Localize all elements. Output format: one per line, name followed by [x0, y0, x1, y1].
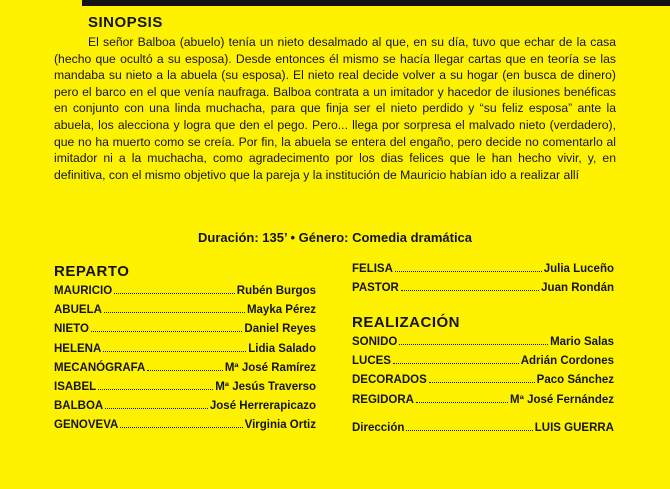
credit-role: FELISA — [352, 263, 393, 275]
dot-leader — [114, 284, 235, 294]
credit-row — [54, 284, 316, 303]
realizacion-title: REALIZACIÓN — [352, 314, 460, 331]
credit-name: Rubén Burgos — [236, 285, 316, 297]
credit-row — [352, 421, 614, 440]
synopsis-title: SINOPSIS — [88, 14, 163, 31]
top-black-bar — [82, 0, 670, 6]
credit-row — [54, 342, 316, 361]
credit-row — [352, 354, 614, 373]
credit-role: BALBOA — [54, 400, 104, 413]
credit-role: LUCES — [352, 355, 391, 368]
dot-leader — [98, 380, 213, 390]
dot-leader — [120, 418, 242, 428]
duration-genre-line: Duración: 135’ • Género: Comedia dramática — [197, 230, 473, 245]
reparto-list — [54, 284, 316, 438]
credit-name: Mª Jesús Traverso — [215, 380, 316, 393]
dot-leader — [406, 421, 532, 431]
credit-name: Mª José Fernández — [510, 393, 614, 406]
synopsis-paragraph: El señor Balboa (abuelo) tenía un nieto desalmado al que, en su día, tuvo que echar de la casa (hecho que ocultó a su esposa). Desde entonces él mismo se hacía llegar cartas que en teoría se las mandaba su nieto a la abuela (su esposa). El nieto real decide volver a su hogar (en busca de dinero) pero el barco en el que venía naufraga. Balboa contrata a un imitador y hacedor de ilusiones benéficas en conjunto con una linda muchacha, para que finja ser el nieto perdido y “su feliz esposa” ante la abuela, los alecciona y logra que den el pego. Pero... llega por sorpresa el malvado nieto (verdadero), que no ha muerto como se creía. Por fin, la abuela se entera del engaño, pero decide no comentarlo al imitador ni a la muchacha, como agradecimento por los dias felices que le han hecho vivir, y, en definitiva, con el mismo objetivo que la pareja y la institución de Mauricio habían ido a realizar allí — [54, 35, 616, 182]
dot-leader — [393, 354, 519, 364]
credit-role: Dirección — [352, 422, 405, 434]
credit-row — [352, 281, 614, 300]
credit-name: Mayka Pérez — [246, 304, 316, 317]
credit-name: Lidia Salado — [248, 342, 316, 355]
credit-role: REGIDORA — [352, 393, 414, 406]
dot-leader — [401, 281, 539, 291]
dot-leader — [399, 335, 548, 345]
credit-role: DECORADOS — [352, 374, 427, 387]
credit-role: SONIDO — [352, 336, 398, 348]
credit-role: PASTOR — [352, 282, 399, 295]
credit-row — [54, 322, 316, 341]
credit-role: NIETO — [54, 323, 89, 336]
credit-row — [54, 418, 316, 437]
dot-leader — [429, 373, 535, 383]
reparto-title: REPARTO — [54, 263, 130, 280]
credit-role: ABUELA — [54, 304, 102, 317]
credit-row — [54, 380, 316, 399]
dot-leader — [147, 361, 222, 371]
credit-row — [352, 262, 614, 281]
credit-name: Julia Luceño — [543, 263, 614, 275]
credit-name: Virginia Ortiz — [244, 419, 316, 432]
credit-name: LUIS GUERRA — [534, 422, 614, 434]
credit-name: Mario Salas — [550, 336, 614, 348]
dot-leader — [416, 393, 508, 403]
reparto-extra-list — [352, 262, 614, 300]
direccion-credit — [352, 421, 614, 440]
realizacion-list — [352, 335, 614, 412]
credit-name: Adrián Cordones — [520, 355, 614, 368]
dot-leader — [103, 342, 246, 352]
credit-name: Paco Sánchez — [536, 374, 614, 387]
credit-row — [352, 393, 614, 412]
credit-name: Daniel Reyes — [244, 323, 316, 336]
credit-row — [352, 373, 614, 392]
dot-leader — [105, 399, 208, 409]
credit-role: MECANÓGRAFA — [54, 361, 146, 374]
credit-role: HELENA — [54, 342, 102, 355]
credit-row — [54, 399, 316, 418]
credit-name: José Herrerapicazo — [209, 400, 316, 413]
credit-row — [54, 361, 316, 380]
credit-role: GENOVEVA — [54, 419, 119, 432]
credit-row — [54, 303, 316, 322]
credit-row — [352, 335, 614, 354]
credit-role: ISABEL — [54, 380, 97, 393]
dot-leader — [91, 322, 242, 332]
credit-name: Mª José Ramírez — [224, 361, 316, 374]
credit-role: MAURICIO — [54, 285, 113, 297]
synopsis-text-block — [54, 34, 616, 183]
dot-leader — [104, 303, 245, 313]
dot-leader — [395, 262, 542, 272]
credit-name: Juan Rondán — [541, 282, 614, 295]
